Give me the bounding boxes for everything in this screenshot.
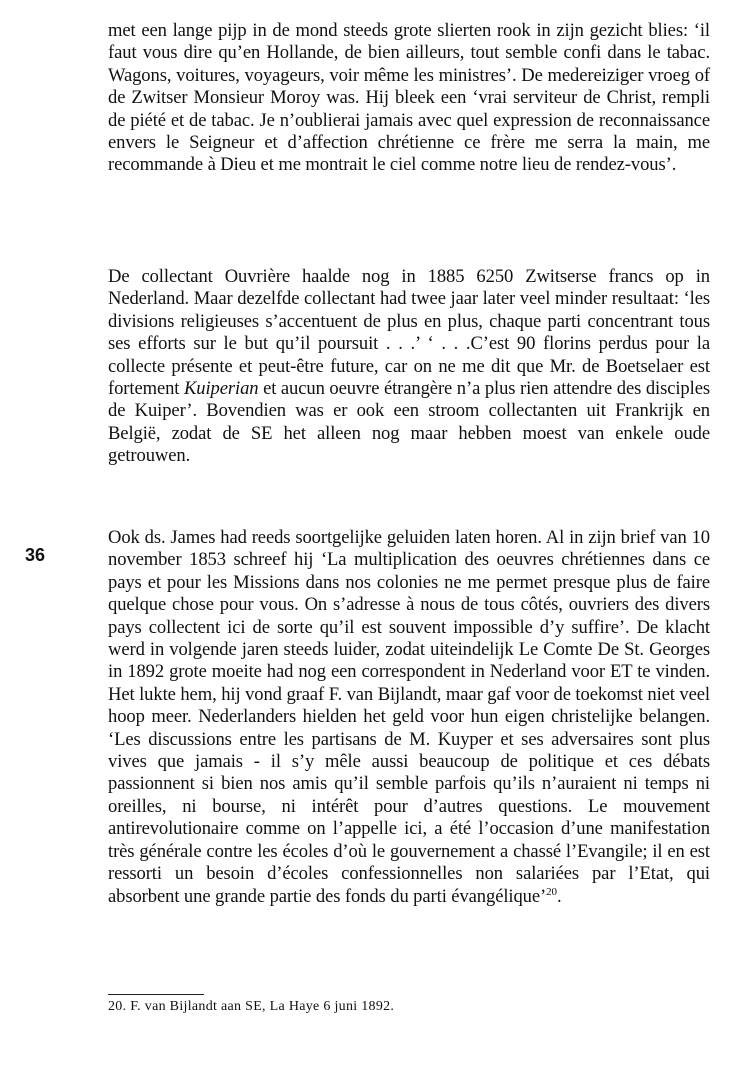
page-number: 36: [25, 545, 46, 565]
paragraph-3: [108, 527, 710, 908]
paragraph-3-text: Ook ds. James had reeds soortgelijke geluiden laten horen. Al in zijn brief van 10 november 1853 schreef hij ‘La multiplication des oeuvres chrétiennes dans ce pays et pour les Missions dans nos colonies ne me permet presque plus de faire quelque chose pour vous. On s’adresse à nous de tous côtés, ouvriers des divers pays collectent ici de sorte qu’il est souvent impossible d’y suffire’. De klacht werd in volgende jaren steeds luider, zodat uiteindelijk Le Comte De St. Georges in 1892 grote moeite had nog een correspondent in Nederland voor ET te vinden. Het lukte hem, hij vond graaf F. van Bijlandt, maar gaf voor de toekomst niet veel hoop meer. Nederlanders hielden het geld voor hun eigen christelijke belangen. ‘Les discussions entre les partisans de M. Kuyper et ses adversaires sont plus vives que jamais - il s’y mêle aussi beaucoup de politique et ces débats passionnent si bien nos amis qu’il semble parfois qu’ils n’auraient ni temps ni oreilles, ni bourse, ni intérêt pour d’autres questions. Le mouvement antirevolutionaire comme on l’appelle ici, a été l’occasion d’une manifestation très générale contre les écoles d’où le gouvernement a chassé l’Evangile; il en est ressorti un besoin d’écoles confessionnelles non salariées par l’Etat, qui absorbent une grande partie des fonds du parti évangélique’: [108, 527, 710, 907]
paragraph-1: [108, 20, 710, 177]
paragraph-1-text: met een lange pijp in de mond steeds grote slierten rook in zijn gezicht blies: ‘il faut vous dire qu’en Hollande, de bien ailleurs, tout semble confi dans le tabac. Wagons, voitures, voyageurs, voir même les ministres’. De medereiziger vroeg of de Zwitser Monsieur Moroy was. Hij bleek een ‘vrai serviteur de Christ, rempli de piété et de tabac. Je n’oublierai jamais avec quel expression de reconnaissance envers le Seigneur et d’affection chrétienne ce frère me serra la main, me recommande à Dieu et me montrait le ciel comme notre lieu de rendez-vous’.: [108, 20, 710, 176]
paragraph-2-text-b: et aucun oeuvre étrangère n’a plus rien attendre des disciples de Kuiper’. Bovendien was er ook een stroom collectanten uit Frankrijk en België, zodat de SE het alleen nog maar hebben moest van enkele oude getrouwen.: [108, 378, 710, 467]
footnote-divider: [108, 994, 204, 995]
paragraph-2-italic-term: Kuiperian: [183, 378, 259, 400]
footnote-reference[interactable]: 20: [546, 885, 557, 898]
paragraph-2-text-a: De collectant Ouvrière haalde nog in 1885 6250 Zwitserse francs op in Nederland. Maar dezelfde collectant had twee jaar later veel minder resultaat: ‘les divisions religieuses s’accentuent de plus en plus, chaque parti concentrant tous ses efforts sur le but qu’il poursuit . . .’ ‘ . . .C’est 90 florins perdus pour la collecte présente et peut-être future, car on ne me dit que Mr. de Boetselaer est fortement: [108, 266, 710, 400]
paragraph-2: [108, 266, 710, 468]
footnote: 20. F. van Bijlandt aan SE, La Haye 6 juni 1892.: [108, 999, 395, 1014]
paragraph-3-end: .: [556, 885, 562, 907]
